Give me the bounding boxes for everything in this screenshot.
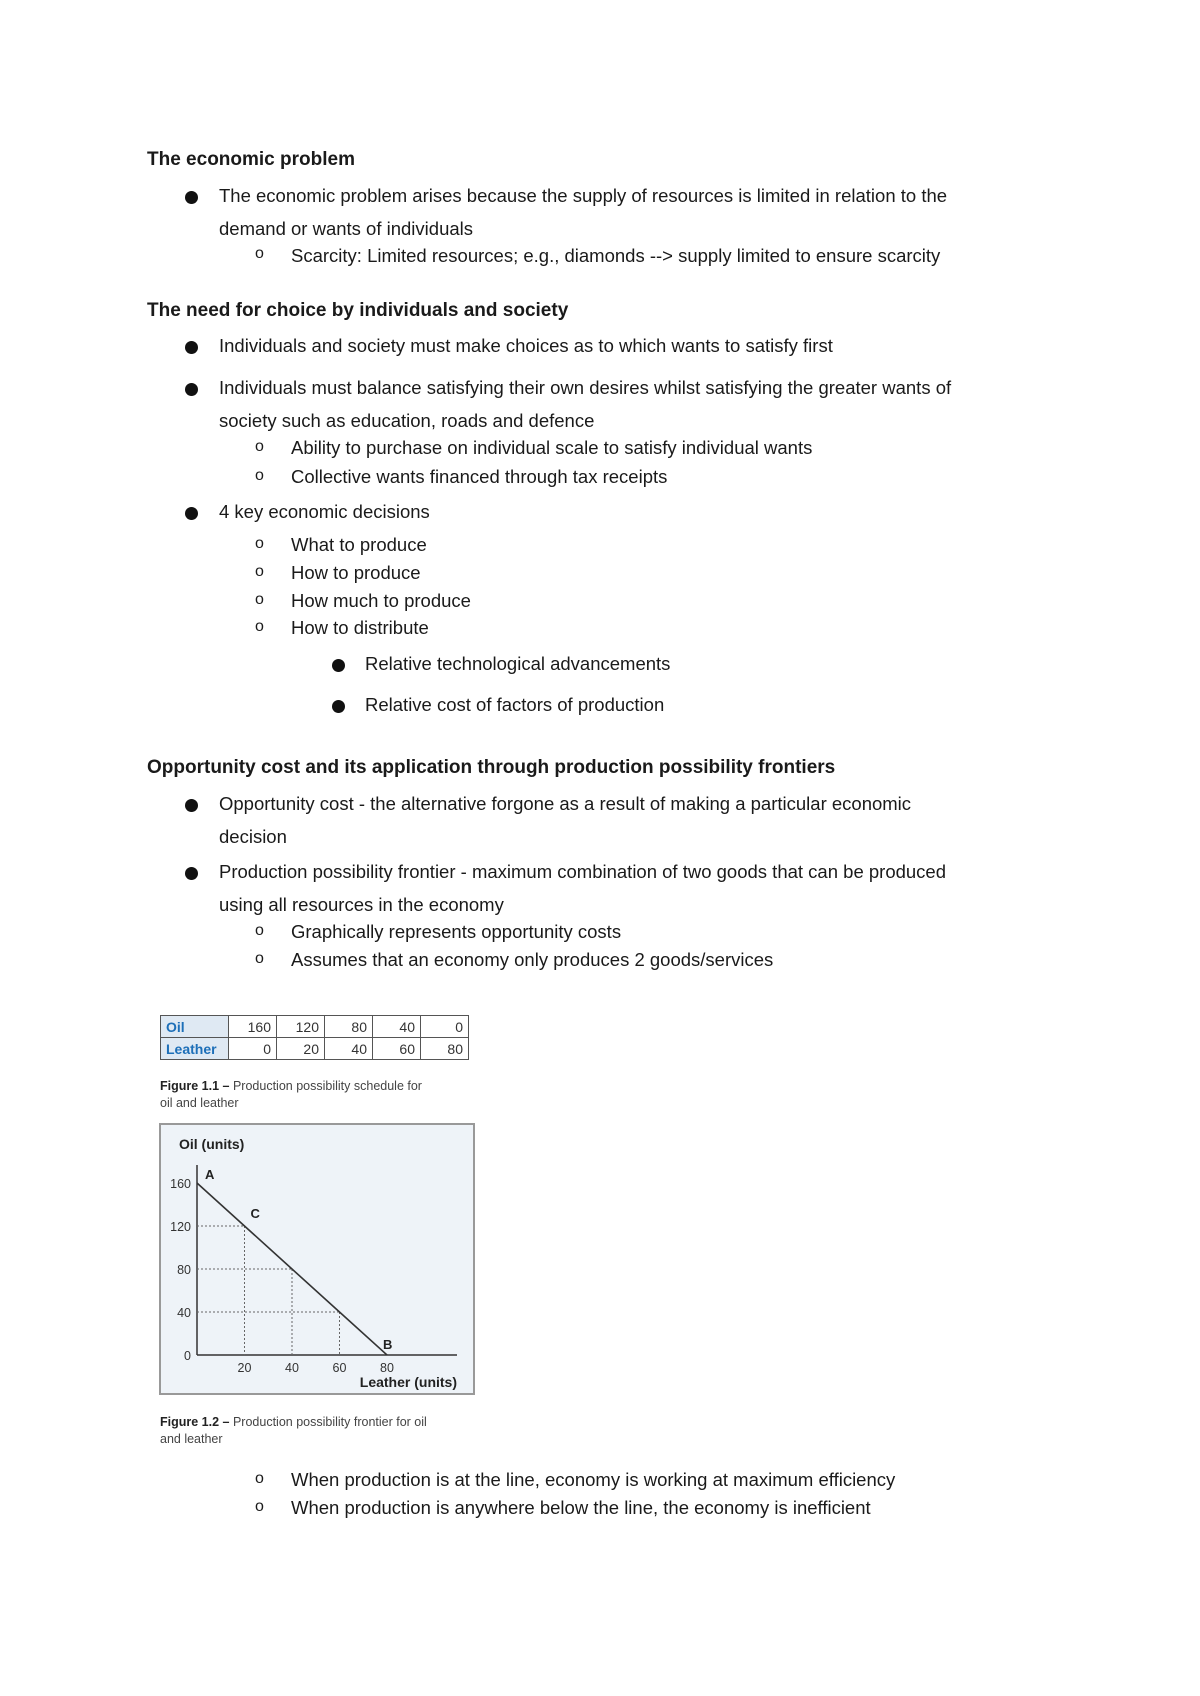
bullet-icon	[185, 341, 198, 354]
table-cell: 0	[421, 1016, 469, 1038]
sub-bullet-text: Ability to purchase on individual scale to satisfy individual wants	[291, 437, 813, 458]
sub-bullet-marker: o	[255, 438, 264, 455]
point-label: C	[250, 1206, 260, 1221]
sub-bullet-marker: o	[255, 1470, 264, 1487]
bullet-text-continued: decision	[219, 826, 287, 847]
sub-sub-bullet-text: Relative cost of factors of production	[365, 694, 665, 715]
bullet-icon	[185, 507, 198, 520]
heading-economic-problem: The economic problem	[147, 149, 355, 170]
caption-label: Figure 1.1 –	[160, 1079, 230, 1093]
ppf-chart	[161, 1125, 473, 1393]
figure-1-1-caption	[160, 1078, 422, 1095]
x-axis-title: Leather (units)	[359, 1374, 457, 1390]
row-label: Leather	[161, 1038, 229, 1060]
sub-bullet-marker: o	[255, 950, 264, 967]
caption-label: Figure 1.2 –	[160, 1415, 230, 1429]
x-tick-label: 20	[237, 1361, 252, 1375]
sub-bullet-text: How much to produce	[291, 590, 471, 611]
bullet-text: The economic problem arises because the supply of resources is limited in relation to the	[219, 185, 948, 206]
y-tick-label: 160	[170, 1177, 191, 1191]
bullet-text: Individuals must balance satisfying their own desires whilst satisfying the greater wants of	[219, 377, 952, 398]
y-tick-label: 0	[184, 1349, 191, 1363]
heading-need-for-choice: The need for choice by individuals and society	[147, 300, 569, 321]
caption-text-continued: and leather	[160, 1432, 223, 1446]
table-cell: 40	[325, 1038, 373, 1060]
sub-bullet-marker: o	[255, 535, 264, 552]
sub-bullet-marker: o	[255, 618, 264, 635]
production-schedule-table	[160, 1015, 469, 1060]
bullet-text: Opportunity cost - the alternative forgone as a result of making a particular economic	[219, 793, 912, 814]
table-cell: 40	[373, 1016, 421, 1038]
sub-bullet-marker: o	[255, 563, 264, 580]
bullet-text-continued: using all resources in the economy	[219, 894, 504, 915]
sub-bullet-text: What to produce	[291, 534, 427, 555]
y-tick-label: 120	[170, 1220, 191, 1234]
sub-bullet-marker: o	[255, 1498, 264, 1515]
sub-bullet-text: Scarcity: Limited resources; e.g., diamonds --> supply limited to ensure scarcity	[291, 245, 941, 266]
bullet-text: Individuals and society must make choices as to which wants to satisfy first	[219, 335, 833, 356]
caption-text: Production possibility frontier for oil	[232, 1415, 427, 1429]
sub-bullet-marker: o	[255, 591, 264, 608]
table-cell: 60	[373, 1038, 421, 1060]
table-cell: 120	[277, 1016, 325, 1038]
point-label: B	[383, 1337, 393, 1352]
bullet-icon	[185, 799, 198, 812]
figure-1-2-caption	[160, 1414, 427, 1431]
table-cell: 80	[325, 1016, 373, 1038]
bullet-text-continued: society such as education, roads and defence	[219, 410, 595, 431]
table-row	[161, 1038, 469, 1060]
sub-bullet-text: How to produce	[291, 562, 421, 583]
x-tick-label: 80	[380, 1361, 394, 1375]
y-tick-label: 40	[177, 1306, 191, 1320]
sub-sub-bullet-text: Relative technological advancements	[365, 653, 671, 674]
heading-opportunity-cost: Opportunity cost and its application through production possibility frontiers	[147, 757, 836, 778]
bullet-icon	[185, 867, 198, 880]
table-cell: 0	[229, 1038, 277, 1060]
caption-text: Production possibility schedule for	[232, 1079, 422, 1093]
bullet-text: Production possibility frontier - maximum combination of two goods that can be produced	[219, 861, 947, 882]
sub-bullet-text: Collective wants financed through tax receipts	[291, 466, 668, 487]
bullet-icon	[332, 659, 345, 672]
row-label: Oil	[161, 1016, 229, 1038]
bullet-icon	[185, 383, 198, 396]
table-cell: 80	[421, 1038, 469, 1060]
ppf-chart-panel	[159, 1123, 475, 1395]
table-row	[161, 1016, 469, 1038]
table-cell: 20	[277, 1038, 325, 1060]
bullet-icon	[185, 191, 198, 204]
point-label: A	[205, 1167, 215, 1182]
x-tick-label: 40	[285, 1361, 299, 1375]
caption-text-continued: oil and leather	[160, 1096, 239, 1110]
bullet-icon	[332, 700, 345, 713]
sub-bullet-marker: o	[255, 245, 264, 262]
sub-bullet-text: How to distribute	[291, 617, 429, 638]
table-cell: 160	[229, 1016, 277, 1038]
sub-bullet-text: Assumes that an economy only produces 2 goods/services	[291, 949, 774, 970]
y-axis-title: Oil (units)	[179, 1136, 245, 1152]
sub-bullet-text: Graphically represents opportunity costs	[291, 921, 622, 942]
sub-bullet-text: When production is anywhere below the line, the economy is inefficient	[291, 1497, 871, 1518]
bullet-text-continued: demand or wants of individuals	[219, 218, 474, 239]
sub-bullet-marker: o	[255, 467, 264, 484]
x-tick-label: 60	[332, 1361, 347, 1375]
bullet-text: 4 key economic decisions	[219, 501, 430, 522]
y-tick-label: 80	[177, 1263, 191, 1277]
sub-bullet-text: When production is at the line, economy is working at maximum efficiency	[291, 1469, 896, 1490]
sub-bullet-marker: o	[255, 922, 264, 939]
